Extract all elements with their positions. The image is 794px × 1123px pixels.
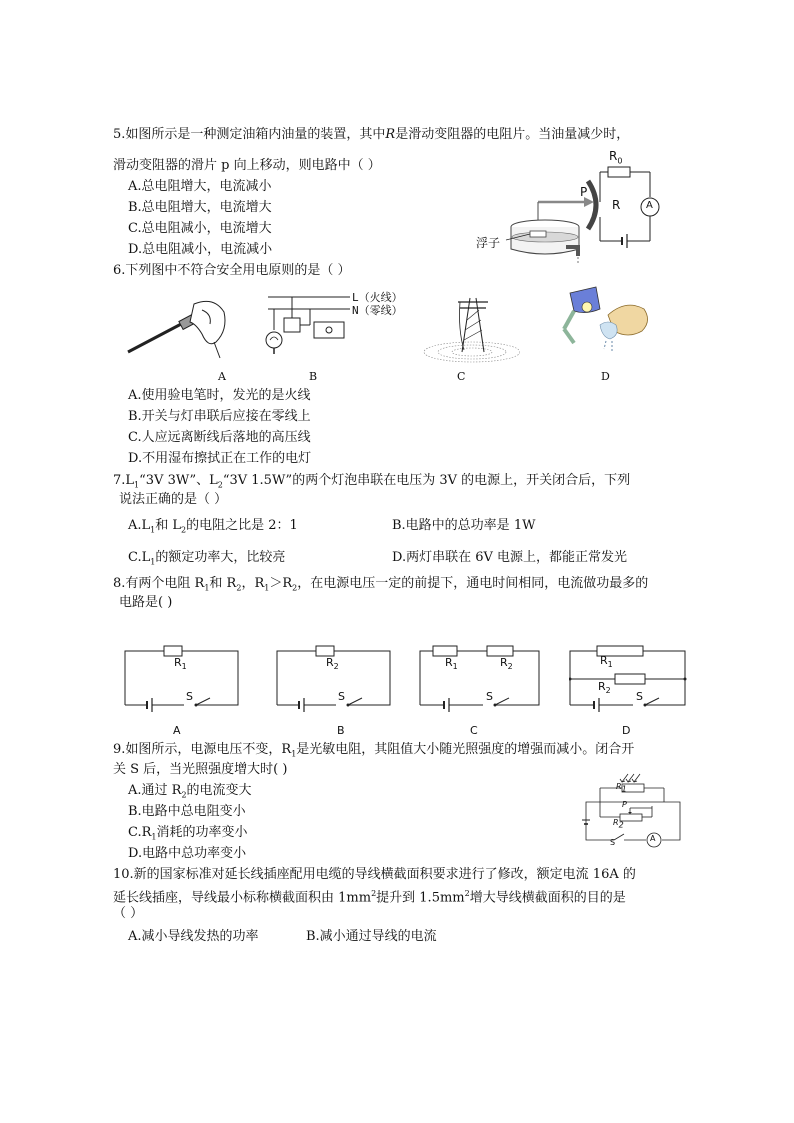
q9-ammeter-label: A xyxy=(650,834,656,843)
q9-option-a: A.通过 $R_2$的电流变大 xyxy=(128,783,252,800)
q6-option-b: B.开关与灯串联后应接在零线上 xyxy=(128,409,311,424)
q8-circuit-a xyxy=(124,643,240,719)
q9-photoresistor-circuit xyxy=(580,768,690,850)
q6-picture-c-power-tower xyxy=(410,290,520,365)
q8-stem-line2: 电路是( ) xyxy=(119,595,173,610)
q8-circuit-a-r-label: $R_1$ xyxy=(174,656,187,672)
q9-r2-label: $R_2$ xyxy=(613,818,624,830)
q5-option-c: C.总电阻减小，电流增大 xyxy=(128,221,272,236)
q7-option-b: B.电路中的总功率是 1W xyxy=(392,518,536,533)
q8-circuit-c-r1-label: $R_1$ xyxy=(445,656,458,672)
q5-stem-line2: 滑动变阻器的滑片 p 向上移动，则电路中（ ） xyxy=(113,158,381,173)
q8-circuit-d-s-label: S xyxy=(636,690,643,703)
q9-stem-line2: 关 S 后，当光照强度增大时( ) xyxy=(113,762,288,777)
q8-circuit-b-s-label: S xyxy=(338,690,345,703)
q6-picture-a-test-pen xyxy=(124,290,234,360)
q5-oil-tank-figure xyxy=(470,145,670,265)
q8-circuit-d xyxy=(569,643,687,719)
q7-stem-line1: $7.L_1“3V$ 3W”、$L_2“3V$ 1.5W”的两个灯泡串联在电压为 3V 的电源上，开关闭合后，下列 xyxy=(113,473,631,490)
q7-stem-line2: 说法正确的是（ ） xyxy=(119,492,228,507)
q7-option-c: $C.L_1$的额定功率大，比较亮 xyxy=(128,550,286,567)
q8-circuit-b-label: B xyxy=(337,724,345,737)
q9-stem-line1: 9.如图所示，电源电压不变，$R_1$是光敏电阻，其阻值大小随光照强度的增强而减小。闭合开 xyxy=(113,742,635,759)
q8-circuit-a-s-label: S xyxy=(186,690,193,703)
q9-p-label: P xyxy=(622,800,627,809)
q9-r1-label: $R_1$ xyxy=(616,782,627,794)
q5-float-label: 浮子 xyxy=(476,236,501,250)
q7-option-d: D.两灯串联在 6V 电源上，都能正常发光 xyxy=(392,550,628,565)
q10-option-b: B.减小通过导线的电流 xyxy=(306,929,437,944)
q8-circuit-a-label: A xyxy=(173,724,181,737)
q6-live-wire-label: L（火线） xyxy=(352,291,403,304)
q9-option-d: D.电路中总功率变小 xyxy=(128,846,247,861)
q6-picture-d-lamp-wet-cloth xyxy=(556,285,656,360)
q8-circuit-d-r2-label: $R_2$ xyxy=(598,680,611,696)
q8-circuit-c-label: C xyxy=(470,724,478,737)
q5-option-b: B.总电阻增大，电流增大 xyxy=(128,200,272,215)
q8-circuit-d-label: D xyxy=(622,724,631,737)
q6-stem: 6.下列图中不符合安全用电原则的是（ ） xyxy=(113,263,351,278)
q8-stem-line1: 8.有两个电阻 $R_1$和 $R_2$，$R_1>R_2$，在电源电压一定的前提下，通电时间相同，电流做功最多的 xyxy=(113,576,649,593)
q6-neutral-wire-label: N（零线） xyxy=(352,304,403,317)
q9-option-c: $C.R_1$消耗的功率变小 xyxy=(128,825,248,842)
q5-r-symbol: R xyxy=(385,127,396,142)
q8-circuit-b-r-label: $R_2$ xyxy=(326,656,339,672)
q5-ammeter-label: A xyxy=(646,200,653,211)
q6-picture-c-label: C xyxy=(457,370,466,383)
q8-circuit-c-r2-label: $R_2$ xyxy=(500,656,513,672)
q9-s-label: S xyxy=(610,838,616,847)
q10-option-a: A.减小导线发热的功率 xyxy=(128,929,259,944)
q5-p-label: P xyxy=(580,185,588,199)
q6-picture-d-label: D xyxy=(601,370,610,383)
q5-option-a: A.总电阻增大，电流减小 xyxy=(128,179,272,194)
q10-stem-line3: （ ） xyxy=(113,906,144,921)
q6-picture-a-label: A xyxy=(218,370,226,383)
q5-stem-line1: 5.如图所示是一种测定油箱内油量的装置，其中R是滑动变阻器的电阻片。当油量减少时， xyxy=(113,127,630,142)
q7-option-a: $A.L_1$和 $L_2$的电阻之比是 2：1 xyxy=(128,518,298,535)
q10-stem-line1: 10.新的国家标准对延长线插座配用电缆的导线横截面积要求进行了修改，额定电流 16A 的 xyxy=(113,867,636,882)
q6-option-d: D.不用湿布擦拭正在工作的电灯 xyxy=(128,451,312,466)
q6-option-a: A.使用验电笔时，发光的是火线 xyxy=(128,388,311,403)
q8-circuit-c xyxy=(419,643,541,719)
q6-option-c: C.人应远离断线后落地的高压线 xyxy=(128,430,311,445)
q6-picture-b-label: B xyxy=(309,370,318,383)
q8-circuit-c-s-label: S xyxy=(486,690,493,703)
q10-stem-line2: 延长线插座，导线最小标称横截面积由 $1mm^2$提升到 $1.5mm^2$增大导线横截面积的目的是 xyxy=(113,889,626,906)
q5-r0-label: $R_0$ xyxy=(609,149,623,166)
q5-r-label: R xyxy=(612,198,621,212)
q9-option-b: B.电路中总电阻变小 xyxy=(128,804,246,819)
q8-circuit-d-r1-label: $R_1$ xyxy=(600,654,613,670)
q5-option-d: D.总电阻减小，电流减小 xyxy=(128,242,273,257)
q8-circuit-b xyxy=(276,643,392,719)
